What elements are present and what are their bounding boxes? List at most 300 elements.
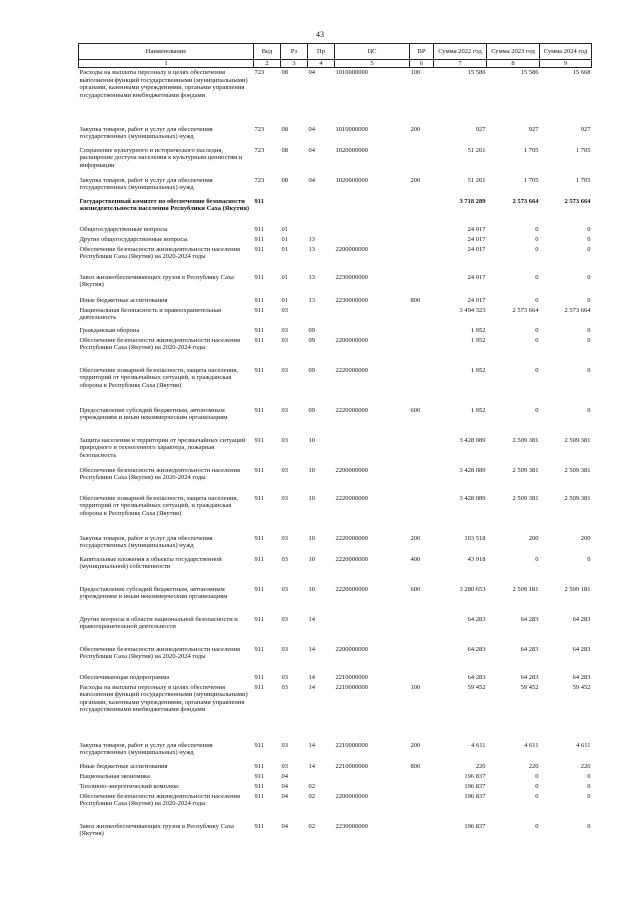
table-row — [79, 437, 592, 467]
row-sum-2023: 64 283 — [520, 673, 539, 681]
row-pr: 09 — [308, 326, 315, 334]
row-pr: 09 — [308, 336, 315, 344]
row-ved: 911 — [254, 673, 265, 681]
row-vr — [410, 773, 434, 783]
row-sum-2022: 3 494 323 — [459, 306, 486, 314]
row-cs: 2220000000 — [335, 366, 368, 374]
table-row — [79, 367, 592, 407]
row-name: Обеспечение безопасности жизнедеятельности населения Республики Саха (Якутия) на 2020-2024 годы — [79, 792, 241, 808]
table-row — [79, 274, 592, 297]
row-ved: 911 — [254, 792, 265, 800]
row-ved: 911 — [254, 555, 265, 563]
header-vr: ВР — [410, 44, 434, 60]
row-name: Обеспечение безопасности жизнедеятельности населения Республики Саха (Якутия) на 2020-2024 годы — [79, 336, 241, 352]
row-vr — [410, 236, 434, 246]
row-cs — [335, 307, 410, 327]
row-vr — [410, 147, 434, 177]
table-row — [79, 535, 592, 556]
row-rz: 08 — [281, 125, 288, 133]
row-rz — [281, 198, 308, 226]
table-row — [79, 763, 592, 773]
row-rz: 03 — [281, 494, 288, 502]
row-sum-2024: 0 — [587, 235, 591, 243]
row-sum-2022: 1 952 — [470, 366, 486, 374]
row-name: Обеспечение пожарной безопасности, защита населения, территорий от чрезвычайных ситуаций, и гражданская оборона в Республике Саха (Якутия) — [79, 494, 239, 517]
row-sum-2022: 3 428 089 — [459, 494, 486, 502]
row-cs: 2200000000 — [335, 792, 368, 800]
row-pr: 09 — [308, 406, 315, 414]
row-sum-2022: 59 452 — [467, 683, 486, 691]
row-name: Государственный комитет по обеспечению безопасности жизнедеятельности населения Республики Саха (Якутия) — [79, 197, 250, 213]
row-name: Общегосударственные вопросы — [79, 225, 168, 233]
row-vr — [410, 793, 434, 823]
row-rz: 03 — [281, 741, 288, 749]
row-vr — [410, 307, 434, 327]
row-pr: 14 — [308, 645, 315, 653]
table-row — [79, 674, 592, 684]
row-ved: 911 — [254, 534, 265, 542]
row-cs — [335, 226, 410, 236]
row-pr: 04 — [308, 146, 315, 154]
row-sum-2024: 200 — [580, 534, 591, 542]
row-name: Иные бюджетные ассигнования — [79, 296, 168, 304]
table-row — [79, 616, 592, 646]
row-cs — [335, 198, 410, 226]
row-vr: 600 — [410, 406, 421, 414]
row-pr: 10 — [308, 494, 315, 502]
page-number: 43 — [316, 30, 324, 39]
table-row — [79, 495, 592, 535]
row-name: Расходы на выплаты персоналу в целях обеспечения выполнения функций государственными (муниципальными) органами, казенными учреждениями, органами управления государственными внебюджетными фондами — [79, 683, 248, 714]
row-sum-2024: 64 283 — [572, 645, 591, 653]
header-sum-2023: Сумма 2023 год — [487, 44, 540, 60]
row-ved: 911 — [254, 683, 265, 691]
row-sum-2024: 0 — [587, 792, 591, 800]
row-name: Закупка товаров, работ и услуг для обеспечения государственных (муниципальных) нужд — [79, 741, 213, 757]
row-rz: 04 — [281, 782, 288, 790]
row-sum-2024: 0 — [587, 273, 591, 281]
row-rz: 03 — [281, 555, 288, 563]
row-pr: 09 — [308, 366, 315, 374]
row-pr: 14 — [308, 615, 315, 623]
row-ved: 723 — [254, 176, 265, 184]
row-cs: 2210000000 — [335, 741, 368, 749]
row-pr: 14 — [308, 673, 315, 681]
column-index: 3 — [281, 60, 308, 68]
row-sum-2022: 64 283 — [467, 673, 486, 681]
row-rz: 01 — [281, 225, 288, 233]
row-ved: 911 — [254, 762, 265, 770]
row-ved: 911 — [254, 406, 265, 414]
row-sum-2024: 0 — [587, 296, 591, 304]
row-sum-2023: 64 283 — [520, 615, 539, 623]
row-vr: 100 — [410, 683, 421, 691]
row-sum-2023: 0 — [535, 326, 539, 334]
row-vr — [410, 467, 434, 495]
table-row — [79, 307, 592, 327]
row-sum-2024: 0 — [587, 822, 591, 830]
row-ved: 911 — [254, 645, 265, 653]
row-sum-2023: 15 586 — [520, 69, 539, 77]
row-pr: 10 — [308, 436, 315, 444]
row-ved: 911 — [254, 466, 265, 474]
row-pr: 02 — [308, 782, 315, 790]
row-cs: 1010000000 — [335, 69, 368, 77]
row-name: Закупка товаров, работ и услуг для обеспечения государственных (муниципальных) нужд — [79, 534, 213, 550]
row-pr — [308, 226, 335, 236]
row-sum-2022: 1 952 — [470, 326, 486, 334]
row-pr — [308, 773, 335, 783]
row-sum-2023: 2 573 664 — [512, 197, 539, 205]
row-sum-2022: 51 261 — [467, 176, 486, 184]
row-vr — [410, 327, 434, 337]
row-pr: 10 — [308, 466, 315, 474]
row-ved: 911 — [254, 615, 265, 623]
row-cs: 2210000000 — [335, 673, 368, 681]
row-sum-2023: 0 — [535, 772, 539, 780]
row-rz: 03 — [281, 615, 288, 623]
row-name: Обеспечение безопасности жизнедеятельности населения Республики Саха (Якутия) на 2020-2024 годы — [79, 645, 241, 661]
row-vr: 600 — [410, 585, 421, 593]
row-sum-2022: 3 428 089 — [459, 466, 486, 474]
row-sum-2023: 0 — [535, 782, 539, 790]
table-row — [79, 773, 592, 783]
row-rz: 01 — [281, 273, 288, 281]
row-sum-2023: 0 — [535, 225, 539, 233]
row-sum-2024: 2 573 664 — [564, 306, 591, 314]
row-sum-2024: 0 — [587, 336, 591, 344]
row-pr: 10 — [308, 585, 315, 593]
row-sum-2022: 3 718 289 — [459, 197, 486, 205]
row-pr: 14 — [308, 741, 315, 749]
row-name: Другие вопросы в области национальной безопасности и правоохранительной деятельности — [79, 615, 238, 631]
table-row — [79, 177, 592, 198]
row-sum-2024: 59 452 — [572, 683, 591, 691]
row-sum-2024: 64 283 — [572, 673, 591, 681]
header-rz: Рз — [281, 44, 308, 60]
row-sum-2023: 220 — [528, 762, 539, 770]
row-name: Обеспечивающая подпрограмма — [79, 673, 170, 681]
row-sum-2022: 196 837 — [464, 782, 486, 790]
row-sum-2024: 15 668 — [572, 69, 591, 77]
column-index: 5 — [335, 60, 410, 68]
row-sum-2023: 200 — [528, 534, 539, 542]
column-index: 8 — [487, 60, 540, 68]
row-pr: 14 — [308, 683, 315, 691]
row-rz: 04 — [281, 822, 288, 830]
row-ved: 723 — [254, 146, 265, 154]
row-rz: 01 — [281, 296, 288, 304]
row-sum-2022: 3 428 089 — [459, 436, 486, 444]
row-vr — [410, 646, 434, 674]
row-sum-2022: 196 837 — [464, 792, 486, 800]
row-sum-2022: 24 017 — [467, 273, 486, 281]
row-cs: 2200000000 — [335, 336, 368, 344]
row-vr: 400 — [410, 555, 421, 563]
row-rz: 08 — [281, 146, 288, 154]
row-name: Закупка товаров, работ и услуг для обеспечения государственных (муниципальных) нужд — [79, 125, 213, 141]
row-sum-2024: 0 — [587, 326, 591, 334]
row-pr: 04 — [308, 69, 315, 77]
row-rz: 03 — [281, 673, 288, 681]
table-body — [79, 68, 592, 844]
row-cs: 2230000000 — [335, 273, 368, 281]
row-sum-2024: 0 — [587, 366, 591, 374]
row-sum-2022: 24 017 — [467, 296, 486, 304]
row-sum-2023: 0 — [535, 336, 539, 344]
row-cs — [335, 236, 410, 246]
row-sum-2023: 927 — [528, 125, 539, 133]
row-sum-2022: 1 952 — [470, 336, 486, 344]
row-sum-2022: 1 952 — [470, 406, 486, 414]
row-rz: 03 — [281, 406, 288, 414]
table-row — [79, 226, 592, 236]
header-sum-2024: Сумма 2024 год — [540, 44, 592, 60]
row-sum-2023: 2 509 181 — [512, 585, 539, 593]
row-ved: 911 — [254, 782, 265, 790]
row-vr — [410, 437, 434, 467]
row-sum-2024: 2 509 381 — [564, 466, 591, 474]
table-row — [79, 327, 592, 337]
row-cs: 2220000000 — [335, 406, 368, 414]
row-rz: 03 — [281, 683, 288, 691]
row-sum-2023: 2 509 381 — [512, 466, 539, 474]
row-sum-2022: 927 — [475, 125, 486, 133]
row-pr: 04 — [308, 176, 315, 184]
row-rz: 03 — [281, 585, 288, 593]
row-sum-2023: 0 — [535, 235, 539, 243]
row-ved: 911 — [254, 436, 265, 444]
row-name: Предоставление субсидий бюджетным, автономным учреждениям и иным некоммерческим организациям — [79, 585, 228, 601]
table-row — [79, 297, 592, 307]
row-ved: 911 — [254, 822, 265, 830]
row-ved: 911 — [254, 336, 265, 344]
row-sum-2024: 0 — [587, 555, 591, 563]
row-vr — [410, 274, 434, 297]
row-sum-2023: 2 509 381 — [512, 436, 539, 444]
row-pr: 13 — [308, 245, 315, 253]
header-row — [79, 44, 592, 60]
row-cs — [335, 327, 410, 337]
column-index: 7 — [434, 60, 487, 68]
row-rz: 03 — [281, 466, 288, 474]
table-row — [79, 147, 592, 177]
row-sum-2023: 0 — [535, 555, 539, 563]
row-sum-2024: 2 509 381 — [564, 436, 591, 444]
column-index: 9 — [540, 60, 592, 68]
table-row — [79, 823, 592, 844]
row-sum-2022: 220 — [475, 762, 486, 770]
row-rz: 01 — [281, 245, 288, 253]
row-cs: 2220000000 — [335, 534, 368, 542]
row-pr: 04 — [308, 125, 315, 133]
row-name: Обеспечение безопасности жизнедеятельности населения Республики Саха (Якутия) на 2020-2024 годы — [79, 466, 241, 482]
table-row — [79, 793, 592, 823]
row-sum-2024: 0 — [587, 772, 591, 780]
row-sum-2022: 64 283 — [467, 645, 486, 653]
row-sum-2023: 0 — [535, 366, 539, 374]
table-row — [79, 68, 592, 126]
row-vr — [410, 226, 434, 236]
row-sum-2024: 64 283 — [572, 615, 591, 623]
row-vr — [410, 495, 434, 535]
row-sum-2024: 0 — [587, 225, 591, 233]
row-name: Обеспечение безопасности жизнедеятельности населения Республики Саха (Якутия) на 2020-2024 годы — [79, 245, 241, 261]
row-rz: 04 — [281, 772, 288, 780]
row-name: Топливно-энергетический комплекс — [79, 782, 180, 790]
row-pr — [308, 307, 335, 327]
row-ved: 911 — [254, 772, 265, 780]
row-rz: 03 — [281, 326, 288, 334]
column-index: 4 — [308, 60, 335, 68]
row-sum-2022: 43 918 — [467, 555, 486, 563]
row-ved: 911 — [254, 273, 265, 281]
row-cs: 2210000000 — [335, 683, 368, 691]
row-name: Обеспечение пожарной безопасности, защита населения, территорий от чрезвычайных ситуаций, и гражданская оборона в Республике Саха (Якутия) — [79, 366, 239, 389]
row-sum-2023: 0 — [535, 273, 539, 281]
row-sum-2024: 1 705 — [575, 146, 591, 154]
row-sum-2024: 2 573 664 — [564, 197, 591, 205]
row-vr — [410, 616, 434, 646]
row-name: Расходы на выплаты персоналу в целях обеспечения выполнения функций государственными (муниципальными) органами, казенными учреждениями, органами управления государственными внебюджетными фондами — [79, 69, 248, 99]
row-vr: 100 — [410, 69, 421, 77]
column-index: 6 — [410, 60, 434, 68]
row-ved: 911 — [254, 306, 265, 314]
row-pr: 13 — [308, 296, 315, 304]
row-name: Национальная экономика — [79, 772, 150, 780]
row-rz: 03 — [281, 762, 288, 770]
row-sum-2022: 64 283 — [467, 615, 486, 623]
row-sum-2022: 4 611 — [471, 741, 486, 749]
row-cs: 2230000000 — [335, 822, 368, 830]
row-cs — [335, 616, 410, 646]
row-name: Другие общегосударственные вопросы — [79, 235, 188, 243]
row-cs: 2220000000 — [335, 585, 368, 593]
row-sum-2023: 0 — [535, 822, 539, 830]
row-pr — [308, 198, 335, 226]
row-vr: 800 — [410, 762, 421, 770]
row-cs: 2200000000 — [335, 645, 368, 653]
table-row — [79, 783, 592, 793]
row-sum-2024: 2 509 381 — [564, 494, 591, 502]
row-name: Предоставление субсидий бюджетным, автономным учреждениям и иным некоммерческим организациям — [79, 406, 228, 422]
row-vr: 800 — [410, 296, 421, 304]
row-sum-2024: 220 — [580, 762, 591, 770]
row-rz: 03 — [281, 306, 288, 314]
row-cs: 2210000000 — [335, 762, 368, 770]
row-sum-2023: 4 611 — [524, 741, 539, 749]
row-cs: 2220000000 — [335, 555, 368, 563]
row-sum-2024: 0 — [587, 406, 591, 414]
row-rz: 03 — [281, 336, 288, 344]
row-sum-2022: 15 586 — [467, 69, 486, 77]
row-sum-2022: 51 261 — [467, 146, 486, 154]
row-sum-2024: 2 509 181 — [564, 585, 591, 593]
column-index: 2 — [254, 60, 281, 68]
row-vr: 200 — [410, 125, 421, 133]
header-cs: ЦС — [335, 44, 410, 60]
row-ved: 911 — [254, 585, 265, 593]
row-sum-2022: 24 017 — [467, 235, 486, 243]
table-row — [79, 684, 592, 742]
row-sum-2022: 196 837 — [464, 772, 486, 780]
row-cs: 1020000000 — [335, 146, 368, 154]
table-row — [79, 586, 592, 616]
column-index: 1 — [79, 60, 254, 68]
row-vr — [410, 337, 434, 367]
row-pr: 02 — [308, 792, 315, 800]
row-name: Иные бюджетные ассигнования — [79, 762, 168, 770]
row-name: Капитальные вложения в объекты государственной (муниципальной) собственности — [79, 555, 222, 571]
row-sum-2022: 3 280 653 — [459, 585, 486, 593]
header-name: Наименование — [79, 44, 254, 60]
row-sum-2023: 0 — [535, 792, 539, 800]
row-sum-2023: 0 — [535, 245, 539, 253]
table-row — [79, 556, 592, 586]
budget-table — [78, 43, 592, 844]
table-row — [79, 246, 592, 274]
row-name: Завоз жизнеобеспечивающих грузов в Республику Саха (Якутия) — [79, 273, 234, 289]
row-vr: 200 — [410, 176, 421, 184]
row-rz: 08 — [281, 69, 288, 77]
row-sum-2023: 0 — [535, 296, 539, 304]
row-rz: 03 — [281, 534, 288, 542]
row-cs: 2200000000 — [335, 245, 368, 253]
table-row — [79, 236, 592, 246]
row-sum-2023: 1 705 — [523, 176, 539, 184]
row-sum-2023: 1 705 — [523, 146, 539, 154]
row-cs: 1020000000 — [335, 176, 368, 184]
row-sum-2024: 1 705 — [575, 176, 591, 184]
table-row — [79, 646, 592, 674]
row-vr — [410, 823, 434, 844]
column-index-row — [79, 60, 592, 68]
row-ved: 911 — [254, 741, 265, 749]
row-name: Закупка товаров, работ и услуг для обеспечения государственных (муниципальных) нужд — [79, 176, 213, 192]
row-sum-2023: 64 283 — [520, 645, 539, 653]
table-row — [79, 407, 592, 437]
row-cs: 2220000000 — [335, 494, 368, 502]
row-pr: 02 — [308, 822, 315, 830]
row-ved: 911 — [254, 296, 265, 304]
row-sum-2024: 4 611 — [576, 741, 591, 749]
table-row — [79, 337, 592, 367]
row-rz: 08 — [281, 176, 288, 184]
row-sum-2024: 0 — [587, 782, 591, 790]
row-name: Национальная безопасность и правоохранительная деятельность — [79, 306, 222, 322]
row-ved: 723 — [254, 69, 265, 77]
row-ved: 911 — [254, 326, 265, 334]
row-vr — [410, 783, 434, 793]
row-sum-2023: 2 509 381 — [512, 494, 539, 502]
row-vr: 200 — [410, 741, 421, 749]
row-pr: 13 — [308, 273, 315, 281]
row-cs — [335, 437, 410, 467]
row-vr: 200 — [410, 534, 421, 542]
row-name: Гражданская оборона — [79, 326, 140, 334]
row-sum-2024: 927 — [580, 125, 591, 133]
row-rz: 03 — [281, 436, 288, 444]
row-sum-2023: 59 452 — [520, 683, 539, 691]
row-ved: 911 — [254, 366, 265, 374]
row-pr: 13 — [308, 235, 315, 243]
row-ved: 723 — [254, 125, 265, 133]
row-name: Завоз жизнеобеспечивающих грузов в Республику Саха (Якутия) — [79, 822, 234, 838]
row-cs: 2230000000 — [335, 296, 368, 304]
row-name: Сохранение культурного и исторического наследия, расширение доступа населения к культурным ценностям и информации — [79, 146, 243, 169]
row-rz: 03 — [281, 645, 288, 653]
row-rz: 03 — [281, 366, 288, 374]
